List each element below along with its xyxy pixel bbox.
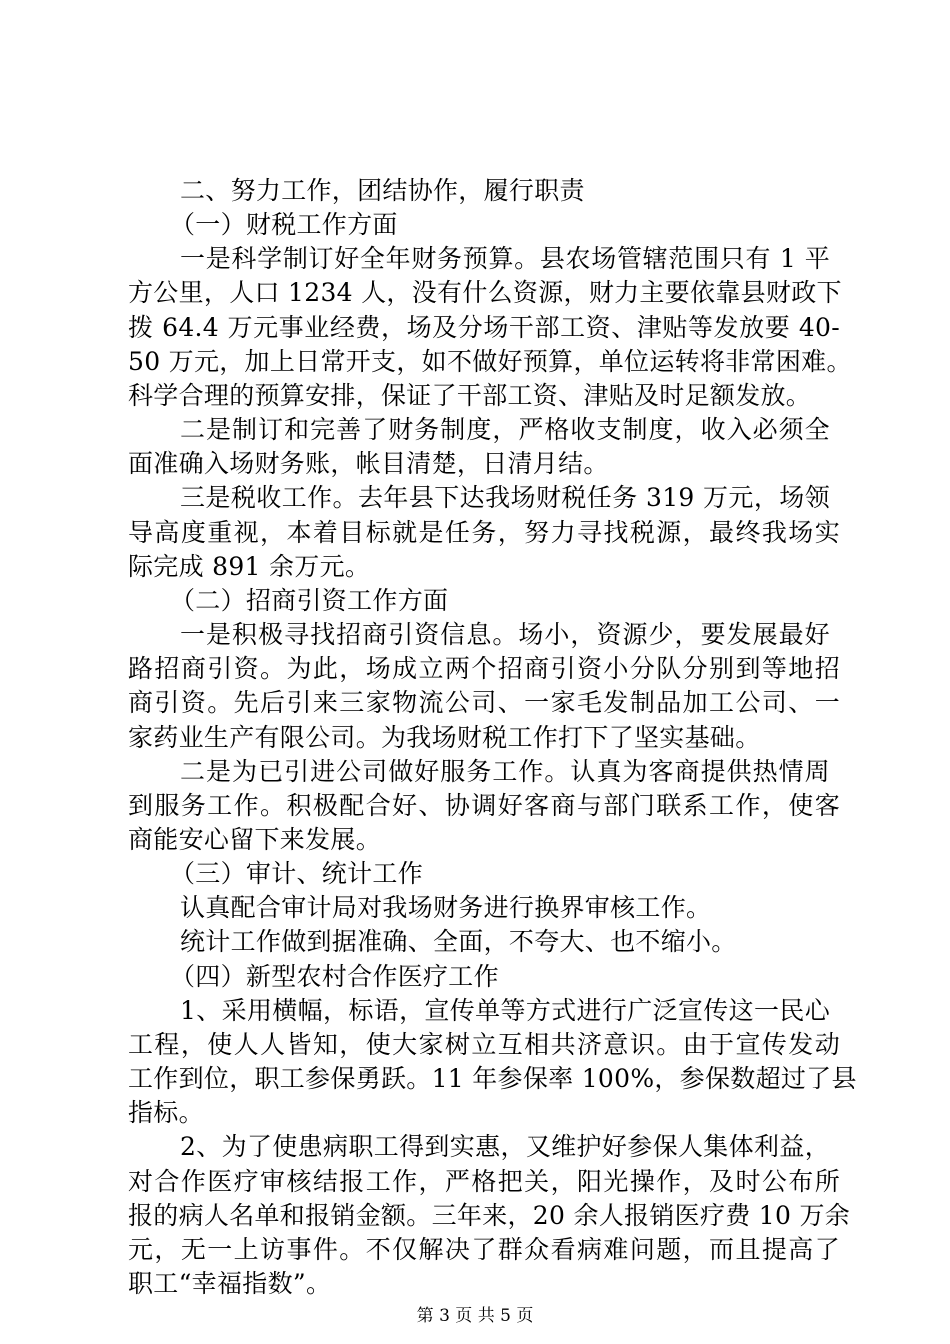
paragraph-line: 方公里，人口 1234 人，没有什么资源，财力主要依靠县财政下 <box>128 278 842 308</box>
paragraph-line: 指标。 <box>128 1098 204 1128</box>
paragraph-line: 导高度重视，本着目标就是任务，努力寻找税源，最终我场实 <box>128 517 840 547</box>
paragraph-line: 一是积极寻找招商引资信息。场小，资源少，要发展最好 <box>180 620 830 650</box>
page-number-footer: 第 3 页 共 5 页 <box>416 1306 534 1326</box>
paragraph-line: 家药业生产有限公司。为我场财税工作打下了坚实基础。 <box>128 722 761 752</box>
paragraph-line: 商引资。先后引来三家物流公司、一家毛发制品加工公司、一 <box>128 688 840 718</box>
paragraph-line: 一是科学制订好全年财务预算。县农场管辖范围只有 1 平 <box>180 244 830 274</box>
paragraph-line: 际完成 891 余万元。 <box>128 551 371 581</box>
subsection-heading-4: （四）新型农村合作医疗工作 <box>170 961 499 991</box>
paragraph-line: 报的病人名单和报销金额。三年来，20 余人报销医疗费 10 万余 <box>128 1200 851 1230</box>
paragraph-line: 三是税收工作。去年县下达我场财税任务 319 万元，场领 <box>180 483 830 513</box>
paragraph-line: 统计工作做到据准确、全面，不夸大、也不缩小。 <box>180 927 737 957</box>
paragraph-line: 对合作医疗审核结报工作，严格把关，阳光操作，及时公布所 <box>128 1166 840 1196</box>
paragraph-line: 元，无一上访事件。不仅解决了群众看病难问题，而且提高了 <box>128 1234 840 1264</box>
paragraph-line: 职工“幸福指数”。 <box>128 1269 332 1298</box>
paragraph-line: 工作到位，职工参保勇跃。11 年参保率 100%，参保数超过了县 <box>128 1064 857 1094</box>
subsection-heading-1: （一）财税工作方面 <box>170 210 398 240</box>
paragraph-line: 2、为了使患病职工得到实惠，又维护好参保人集体利益， <box>180 1132 830 1162</box>
paragraph-line: 商能安心留下来发展。 <box>128 824 382 854</box>
paragraph-line: 二是为已引进公司做好服务工作。认真为客商提供热情周 <box>180 756 830 786</box>
paragraph-line: 路招商引资。为此，场成立两个招商引资小分队分别到等地招 <box>128 654 840 684</box>
paragraph-line: 认真配合审计局对我场财务进行换界审核工作。 <box>180 893 712 923</box>
subsection-heading-3: （三）审计、统计工作 <box>170 859 424 889</box>
paragraph-line: 50 万元，加上日常开支，如不做好预算，单位运转将非常困难。 <box>128 346 852 376</box>
paragraph-line: 拨 64.4 万元事业经费，场及分场干部工资、津贴等发放要 40- <box>128 312 840 342</box>
paragraph-line: 科学合理的预算安排，保证了干部工资、津贴及时足额发放。 <box>128 380 812 410</box>
paragraph-line: 二是制订和完善了财务制度，严格收支制度，收入必须全 <box>180 415 830 445</box>
paragraph-line: 工程，使人人皆知，使大家树立互相共济意识。由于宣传发动 <box>128 1029 840 1059</box>
paragraph-line: 1、采用横幅，标语，宣传单等方式进行广泛宣传这一民心 <box>180 995 830 1025</box>
paragraph-line: 到服务工作。积极配合好、协调好客商与部门联系工作，使客 <box>128 790 840 820</box>
paragraph-line: 面准确入场财务账，帐目清楚，日清月结。 <box>128 449 609 479</box>
section-heading-2: 二、努力工作，团结协作，履行职责 <box>180 176 585 205</box>
subsection-heading-2: （二）招商引资工作方面 <box>170 585 449 615</box>
